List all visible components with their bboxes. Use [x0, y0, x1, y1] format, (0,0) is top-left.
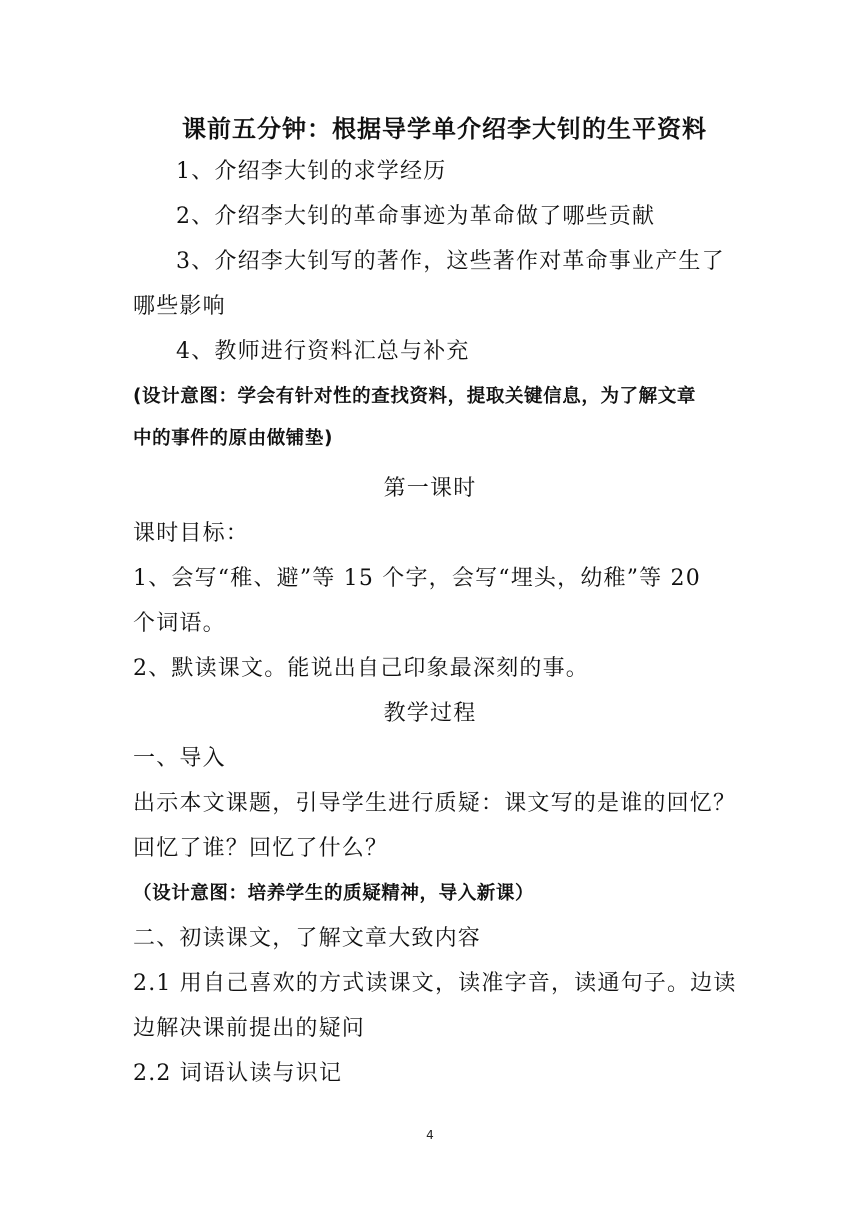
objectives-heading: 课时目标： — [133, 521, 250, 546]
part-2-item-1: 2.1 用自己喜欢的方式读课文，读准字音，读通句子。边读 — [133, 971, 737, 996]
objective-1-continued: 个词语。 — [133, 611, 226, 636]
objective-2: 2、默读课文。能说出自己印象最深刻的事。 — [133, 656, 589, 681]
part-2-heading: 二、初读课文，了解文章大致内容 — [133, 926, 482, 951]
section-heading-process: 教学过程 — [383, 701, 477, 726]
page-number: 4 — [426, 1128, 434, 1142]
design-note-2: （设计意图：培养学生的质疑精神，导入新课） — [133, 883, 535, 904]
page-title: 课前五分钟：根据导学单介绍李大钊的生平资料 — [182, 115, 707, 143]
intro-item-2: 2、介绍李大钊的革命事迹为革命做了哪些贡献 — [176, 204, 656, 229]
intro-item-4: 4、教师进行资料汇总与补充 — [176, 339, 470, 364]
intro-item-3: 3、介绍李大钊写的著作，这些著作对革命事业产生了 — [176, 249, 725, 274]
part-1-text-line-2: 回忆了谁？回忆了什么？ — [133, 836, 389, 861]
part-2-item-2: 2.2 词语认读与识记 — [133, 1061, 343, 1086]
part-1-heading: 一、导入 — [133, 746, 226, 771]
design-note-1-line-1: (设计意图：学会有针对性的查找资料，提取关键信息，为了解文章 — [133, 386, 696, 407]
design-note-1-line-2: 中的事件的原由做铺垫) — [133, 428, 334, 449]
intro-item-1: 1、介绍李大钊的求学经历 — [176, 159, 447, 184]
objective-1: 1、会写“稚、避”等 15 个字，会写“埋头，幼稚”等 20 — [133, 566, 701, 591]
part-2-item-1-continued: 边解决课前提出的疑问 — [133, 1016, 366, 1041]
part-1-text-line-1: 出示本文课题，引导学生进行质疑：课文写的是谁的回忆？ — [133, 791, 737, 816]
section-heading-first-lesson: 第一课时 — [383, 476, 477, 501]
intro-item-3-continued: 哪些影响 — [133, 294, 226, 319]
